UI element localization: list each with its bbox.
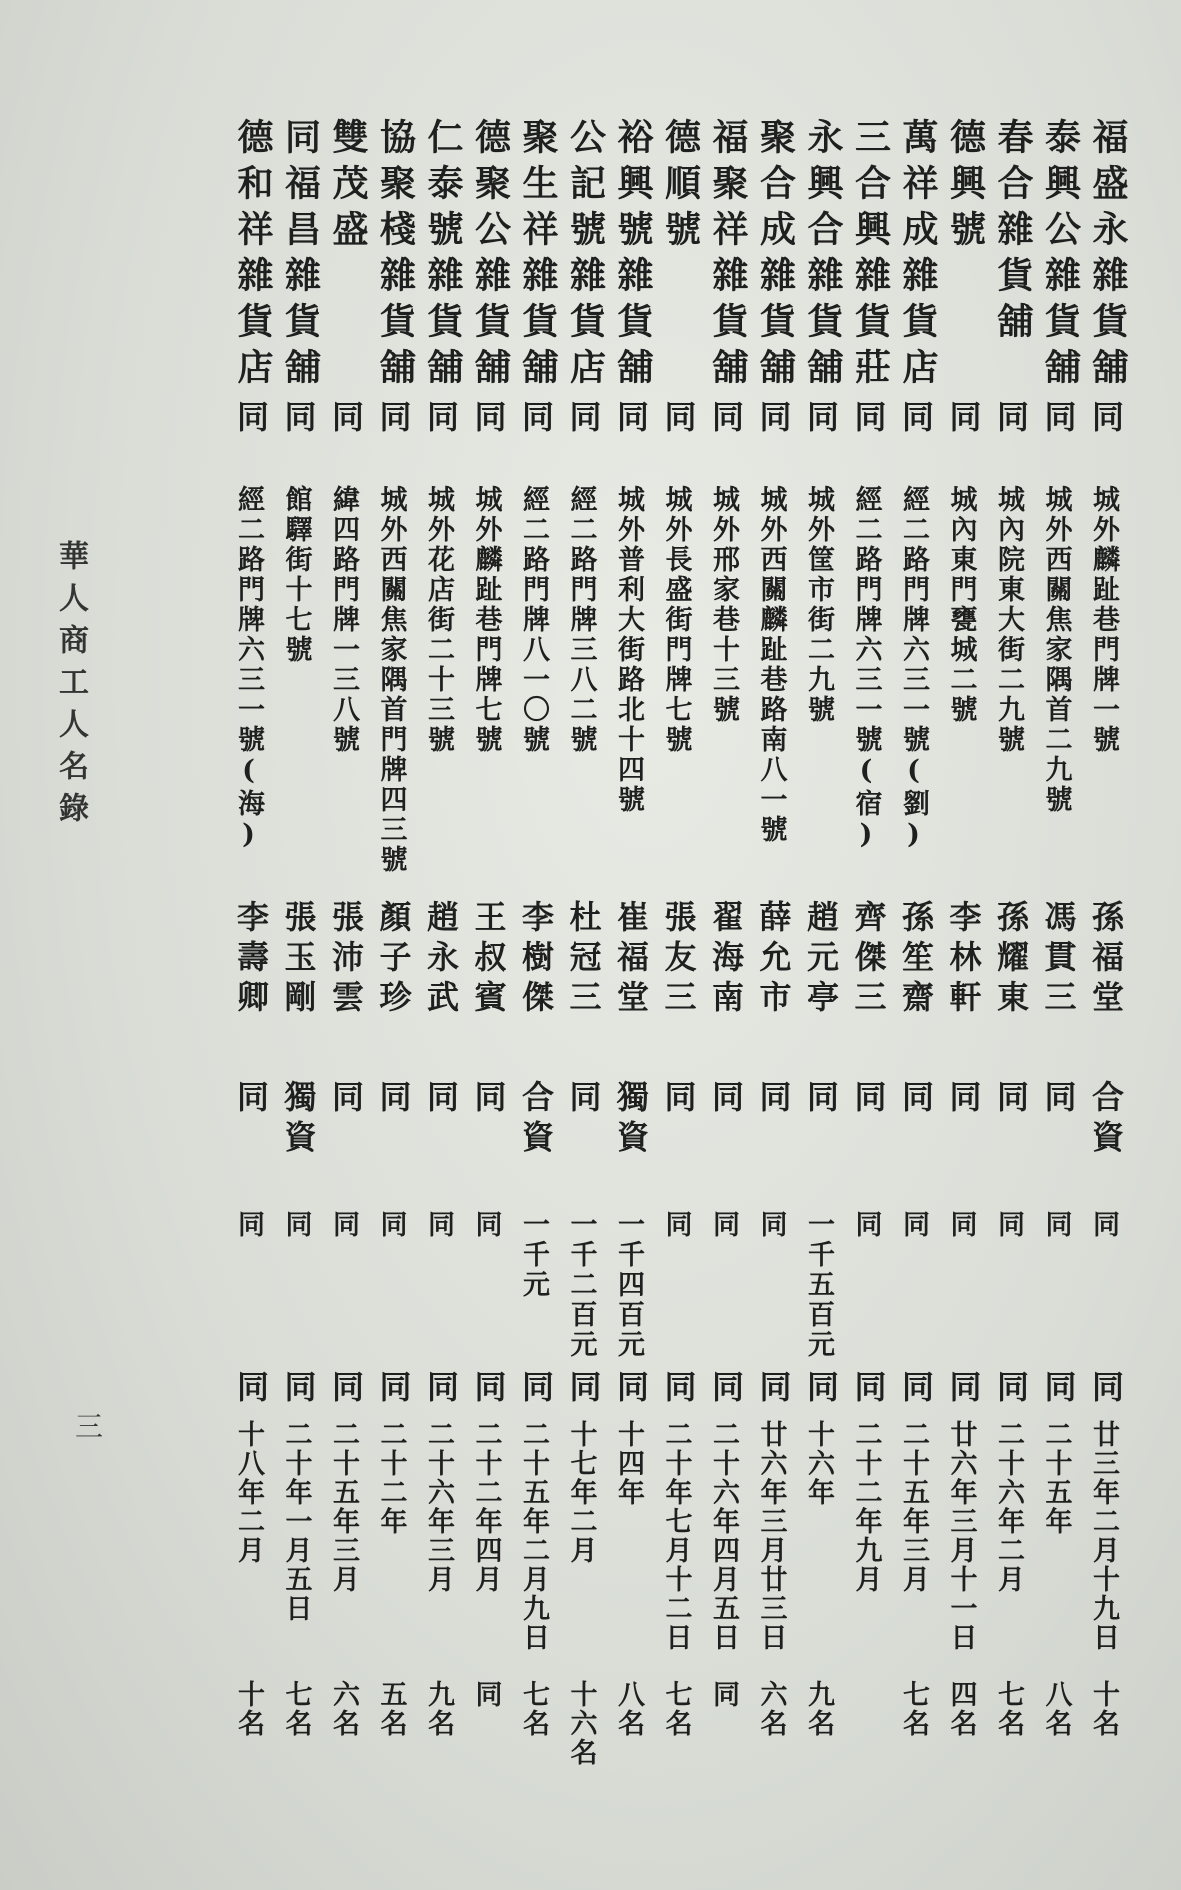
entry-owner: 崔福堂 [612, 900, 650, 1020]
entry-type: 同 [327, 400, 365, 440]
entry-org: 同 [232, 1080, 270, 1120]
entry-founded-label: 同 [279, 1370, 318, 1410]
entry-type: 同 [754, 400, 793, 440]
entry-employees: 九名 [423, 1680, 454, 1738]
entry-type: 同 [1087, 400, 1125, 440]
entry-org: 同 [327, 1080, 365, 1120]
entry-founded-label: 同 [754, 1370, 793, 1410]
entry-address: 城內東門甕城二號 [945, 485, 977, 725]
entry-address: 城外筐市街二九號 [803, 485, 834, 725]
entry-founded: 十七年二月 [565, 1420, 597, 1565]
entry-owner: 李壽卿 [232, 900, 270, 1020]
entry-name: 德和祥雜貨店 [232, 118, 274, 394]
entry-founded: 二十二年九月 [850, 1420, 882, 1594]
entry-address: 城外西關焦家隅首二九號 [1040, 485, 1072, 815]
entry-capital: 同 [898, 1210, 929, 1240]
entry-type: 同 [469, 400, 508, 440]
entry-owner: 李樹傑 [517, 900, 555, 1020]
entry-address: 經二路門牌六三一號(劉) [898, 485, 929, 853]
entry-employees: 七名 [660, 1680, 692, 1738]
entry-founded: 二十年一月五日 [280, 1420, 312, 1623]
entry-name: 福聚祥雜貨舖 [707, 118, 749, 394]
entry-capital: 一千五百元 [803, 1210, 834, 1360]
entry-type: 同 [1039, 400, 1078, 440]
entry-employees: 八名 [613, 1680, 644, 1738]
entry-name: 協聚棧雜貨舖 [374, 118, 417, 394]
entry-org: 同 [564, 1080, 603, 1120]
entry-org: 合資 [517, 1080, 555, 1160]
entry-name: 德順號 [659, 118, 702, 256]
entry-address: 館驛街十七號 [280, 485, 312, 665]
entry-name: 德聚公雜貨舖 [469, 118, 512, 394]
entry-type: 同 [279, 400, 318, 440]
entry-owner: 顏子珍 [374, 900, 413, 1020]
entry-address: 經二路門牌八一〇號 [518, 485, 549, 755]
entry-founded: 十八年二月 [233, 1420, 264, 1565]
entry-type: 同 [422, 400, 460, 440]
entry-capital: 同 [375, 1210, 407, 1240]
entry-founded-label: 同 [992, 1370, 1030, 1410]
entry-name: 三合興雜貨莊 [849, 118, 892, 394]
entry-founded-label: 同 [469, 1370, 508, 1410]
entry-address: 城內院東大街二九號 [993, 485, 1024, 755]
entry-employees: 九名 [803, 1680, 834, 1738]
entry-founded: 二十二年四月 [470, 1420, 502, 1594]
entry-founded-label: 同 [1039, 1370, 1078, 1410]
entry-address: 經二路門牌六三一號(宿) [850, 485, 882, 853]
entry-org: 同 [422, 1080, 460, 1120]
entry-org: 同 [897, 1080, 935, 1120]
entry-founded: 廿三年二月十九日 [1088, 1420, 1119, 1652]
entry-type: 同 [944, 400, 983, 440]
entry-org: 同 [754, 1080, 793, 1120]
entry-owner: 翟海南 [707, 900, 745, 1020]
entry-capital: 同 [993, 1210, 1024, 1240]
entry-founded: 廿六年三月廿三日 [755, 1420, 787, 1652]
entry-employees: 七名 [280, 1680, 312, 1738]
entry-founded: 二十二年 [375, 1420, 407, 1536]
entry-type: 同 [802, 400, 840, 440]
entry-founded: 廿六年三月十一日 [945, 1420, 977, 1652]
page-number: 三 [75, 1410, 104, 1443]
entry-type: 同 [564, 400, 603, 440]
entry-org: 同 [1039, 1080, 1078, 1120]
entry-employees: 十六名 [565, 1680, 597, 1767]
entry-name: 春合雜貨舖 [992, 118, 1034, 348]
entry-owner: 張玉剛 [279, 900, 318, 1020]
entry-org: 同 [944, 1080, 983, 1120]
entry-type: 同 [232, 400, 270, 440]
entry-employees: 同 [708, 1680, 739, 1709]
entry-address: 城外普利大街路北十四號 [613, 485, 644, 815]
entry-employees: 七名 [518, 1680, 549, 1738]
entry-type: 同 [849, 400, 888, 440]
entry-founded-label: 同 [517, 1370, 555, 1410]
entry-name: 泰興公雜貨舖 [1039, 118, 1082, 394]
entry-employees: 四名 [945, 1680, 977, 1738]
entry-org: 同 [374, 1080, 413, 1120]
entry-org: 同 [659, 1080, 698, 1120]
entry-name: 雙茂盛 [327, 118, 369, 256]
entry-address: 城外西關焦家隅首門牌四三號 [375, 485, 407, 875]
entry-founded-label: 同 [564, 1370, 603, 1410]
entry-name: 裕興號雜貨舖 [612, 118, 654, 394]
entry-founded-label: 同 [327, 1370, 365, 1410]
entry-founded: 二十年七月十二日 [660, 1420, 692, 1652]
entry-capital: 同 [1088, 1210, 1119, 1240]
entry-founded: 二十五年三月 [328, 1420, 359, 1594]
entry-address: 城外花店街二十三號 [423, 485, 454, 755]
entry-org: 同 [707, 1080, 745, 1120]
entry-owner: 張沛雲 [327, 900, 365, 1020]
entry-employees: 六名 [755, 1680, 787, 1738]
entry-capital: 同 [850, 1210, 882, 1240]
entry-owner: 李林軒 [944, 900, 983, 1020]
entry-founded-label: 同 [1087, 1370, 1125, 1410]
entry-name: 聚合成雜貨舖 [754, 118, 797, 394]
entry-org: 合資 [1087, 1080, 1125, 1160]
entry-capital: 一千四百元 [613, 1210, 644, 1360]
entry-address: 經二路門牌三八二號 [565, 485, 597, 755]
entry-capital: 同 [328, 1210, 359, 1240]
entry-founded-label: 同 [374, 1370, 413, 1410]
entry-type: 同 [897, 400, 935, 440]
entry-name: 同福昌雜貨舖 [279, 118, 322, 394]
entry-name: 德興號 [944, 118, 987, 256]
entry-name: 福盛永雜貨舖 [1087, 118, 1129, 394]
entry-founded-label: 同 [849, 1370, 888, 1410]
entry-founded-label: 同 [944, 1370, 983, 1410]
entry-owner: 杜冠三 [564, 900, 603, 1020]
entry-founded-label: 同 [707, 1370, 745, 1410]
entry-address: 城外麟趾巷門牌七號 [470, 485, 502, 755]
entry-founded: 二十六年三月 [423, 1420, 454, 1594]
entry-capital: 同 [233, 1210, 264, 1240]
entry-founded: 十六年 [803, 1420, 834, 1507]
entry-org: 同 [992, 1080, 1030, 1120]
entry-founded-label: 同 [897, 1370, 935, 1410]
entry-org: 同 [469, 1080, 508, 1120]
entry-employees: 十名 [233, 1680, 264, 1738]
entry-capital: 同 [945, 1210, 977, 1240]
entry-name: 萬祥成雜貨店 [897, 118, 939, 394]
entry-capital: 一千元 [518, 1210, 549, 1300]
entry-founded-label: 同 [232, 1370, 270, 1410]
entry-org: 獨資 [279, 1080, 318, 1160]
entry-employees: 七名 [993, 1680, 1024, 1738]
entry-type: 同 [612, 400, 650, 440]
entry-type: 同 [992, 400, 1030, 440]
entry-org: 同 [802, 1080, 840, 1120]
entry-address: 城外邢家巷十三號 [708, 485, 739, 725]
entry-founded: 十四年 [613, 1420, 644, 1507]
entry-owner: 趙元亭 [802, 900, 840, 1020]
entry-founded: 二十五年 [1040, 1420, 1072, 1536]
entry-capital: 同 [708, 1210, 739, 1240]
entry-employees: 五名 [375, 1680, 407, 1738]
entry-org: 獨資 [612, 1080, 650, 1160]
entry-owner: 趙永武 [422, 900, 460, 1020]
entry-capital: 一千二百元 [565, 1210, 597, 1360]
entry-employees: 同 [470, 1680, 502, 1709]
entry-founded: 二十六年四月五日 [708, 1420, 739, 1652]
entry-owner: 孫耀東 [992, 900, 1030, 1020]
entry-name: 仁泰號雜貨舖 [422, 118, 464, 394]
entry-founded: 二十五年二月九日 [518, 1420, 549, 1652]
entry-name: 公記號雜貨店 [564, 118, 607, 394]
entry-capital: 同 [423, 1210, 454, 1240]
entry-capital: 同 [755, 1210, 787, 1240]
entry-founded-label: 同 [612, 1370, 650, 1410]
entry-founded-label: 同 [802, 1370, 840, 1410]
entry-capital: 同 [470, 1210, 502, 1240]
entry-capital: 同 [660, 1210, 692, 1240]
entry-address: 城外西關麟趾巷路南八一號 [755, 485, 787, 845]
entry-owner: 馮貫三 [1039, 900, 1078, 1020]
entry-employees: 六名 [328, 1680, 359, 1738]
entry-address: 緯四路門牌一三八號 [328, 485, 359, 755]
entry-address: 城外長盛街門牌七號 [660, 485, 692, 755]
entry-address: 城外麟趾巷門牌一號 [1088, 485, 1119, 755]
entry-org: 同 [849, 1080, 888, 1120]
entry-founded: 二十五年三月 [898, 1420, 929, 1594]
entry-owner: 薛允市 [754, 900, 793, 1020]
entry-capital: 同 [280, 1210, 312, 1240]
entry-founded-label: 同 [659, 1370, 698, 1410]
entry-owner: 王叔賓 [469, 900, 508, 1020]
entry-owner: 孫笙齋 [897, 900, 935, 1020]
entry-type: 同 [707, 400, 745, 440]
entry-owner: 張友三 [659, 900, 698, 1020]
entry-name: 聚生祥雜貨舖 [517, 118, 559, 394]
entry-employees: 七名 [898, 1680, 929, 1738]
entry-capital: 同 [1040, 1210, 1072, 1240]
entry-type: 同 [517, 400, 555, 440]
entry-type: 同 [659, 400, 698, 440]
entry-address: 經二路門牌六三一號(海) [233, 485, 264, 853]
entry-name: 永興合雜貨舖 [802, 118, 844, 394]
entry-founded-label: 同 [422, 1370, 460, 1410]
book-title: 華人商工人名錄 [53, 540, 88, 834]
entry-employees: 八名 [1040, 1680, 1072, 1738]
entry-type: 同 [374, 400, 413, 440]
entry-employees: 十名 [1088, 1680, 1119, 1738]
entry-founded: 二十六年二月 [993, 1420, 1024, 1594]
entry-owner: 齊傑三 [849, 900, 888, 1020]
entry-owner: 孫福堂 [1087, 900, 1125, 1020]
